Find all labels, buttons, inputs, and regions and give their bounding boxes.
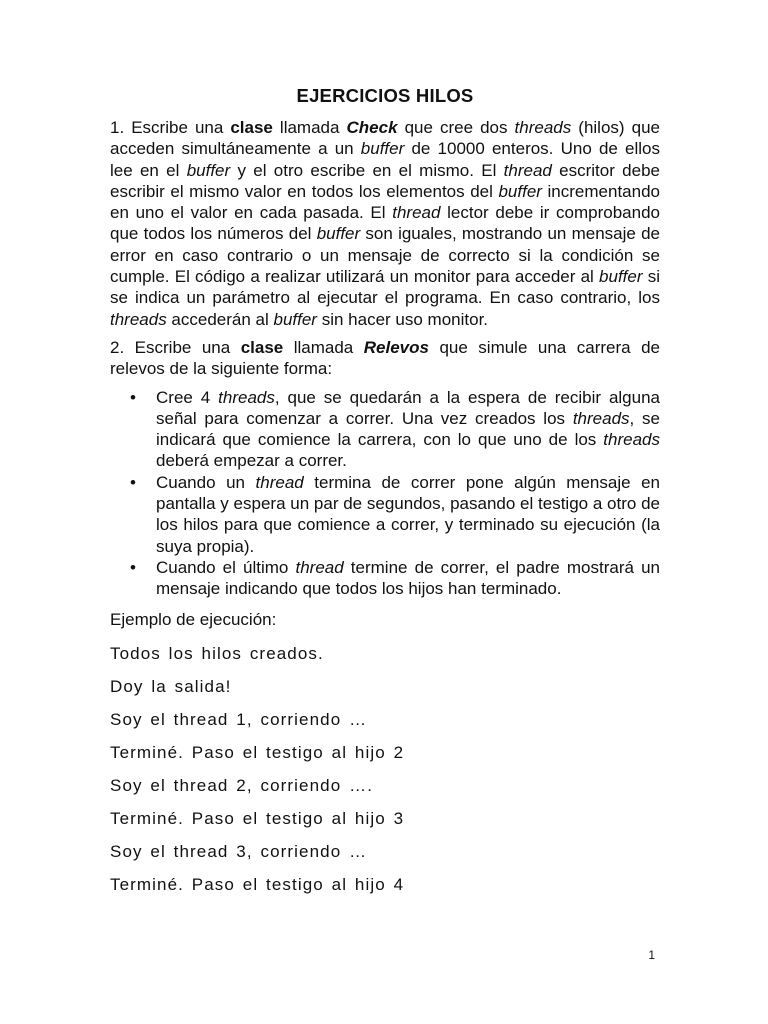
text-run: que cree dos [397, 118, 515, 137]
text-run-italic: buffer [498, 181, 542, 201]
text-run: si se indica un parámetro al ejecutar el programa. En caso contrario, los [110, 267, 661, 308]
text-run-bold: clase [240, 337, 284, 357]
text-run-italic: threads [110, 309, 167, 329]
text-run: deberá empezar a correr. [156, 451, 347, 471]
text-run-italic: thread [295, 557, 344, 577]
text-run-italic: buffer [316, 224, 361, 244]
text-run: escritor debe escribir el mismo valor en todos los elementos del [110, 160, 661, 201]
example-line: Soy el thread 2, corriendo …. [110, 775, 374, 795]
text-run: de 10000 enteros. Uno de ellos lee en el [110, 139, 660, 180]
example-line: Todos los hilos creados. [110, 643, 324, 663]
class-name-check: Check [346, 118, 398, 137]
text-run-italic: buffer [186, 160, 231, 180]
exercise-2-paragraph [110, 337, 660, 380]
document-page [110, 84, 660, 907]
exercise-1-paragraph [110, 117, 660, 330]
example-line: Soy el thread 1, corriendo … [110, 709, 368, 729]
class-name-relevos: Relevos [363, 337, 429, 357]
text-run-italic: buffer [360, 139, 405, 159]
text-run: 1. Escribe una [110, 118, 231, 137]
text-run: termina de correr pone algún mensaje en pantalla y espera un par de segundos, pasando el testigo a otro de los hilos para que comience a correr, y terminado su ejecución (la suya propia). [156, 472, 661, 556]
requirements-list [110, 387, 660, 600]
text-run: incrementando en uno el valor en cada pasada. El [110, 181, 660, 223]
example-line: Terminé. Paso el testigo al hijo 2 [110, 742, 405, 762]
list-item [156, 387, 660, 472]
list-item [156, 472, 660, 557]
text-run: llamada [283, 337, 364, 357]
text-run: y el otro escribe en el mismo. El [230, 160, 504, 180]
text-run-italic: threads [603, 430, 660, 450]
text-run-italic: buffer [599, 267, 643, 287]
text-run-italic: threads [572, 408, 630, 428]
document-title: EJERCICIOS HILOS [296, 85, 474, 106]
example-line: Soy el thread 3, corriendo … [110, 841, 368, 861]
text-run: Cuando un [156, 472, 256, 492]
example-line: Doy la salida! [110, 676, 232, 696]
text-run: termine de correr, el padre mostrará un mensaje indicando que todos los hijos han terminado. [156, 557, 660, 599]
example-line: Terminé. Paso el testigo al hijo 4 [110, 874, 405, 894]
text-run: son iguales, mostrando un mensaje de error en caso contrario o un mensaje de correcto si la condición se cumple. El código a realizar utilizará un monitor para acceder al [110, 224, 661, 287]
text-run-italic: threads [218, 387, 275, 407]
list-item [156, 557, 660, 600]
text-run: que simule una carrera de relevos de la siguiente forma: [110, 337, 660, 379]
text-run-italic: thread [255, 472, 304, 492]
text-run: (hilos) que acceden simultáneamente a un [110, 118, 660, 159]
text-run: Cuando el último [156, 557, 296, 577]
text-run: , se indicará que comience la carrera, con lo que uno de los [156, 408, 660, 450]
text-run: Cree 4 [156, 387, 219, 407]
text-run: accederán al [166, 309, 274, 329]
text-run: sin hacer uso monitor. [316, 309, 489, 329]
text-run-italic: thread [503, 160, 552, 180]
text-run: , que se quedarán a la espera de recibir alguna señal para comenzar a correr. Una vez creados los [156, 387, 660, 428]
text-run-italic: buffer [273, 309, 317, 329]
text-run: 2. Escribe una [110, 337, 241, 357]
text-run-italic: thread [392, 203, 441, 223]
example-heading: Ejemplo de ejecución: [110, 609, 277, 629]
text-run: llamada [272, 118, 347, 137]
text-run-bold: clase [230, 118, 273, 137]
text-run: lector debe ir comprobando que todos los números del [110, 203, 660, 244]
text-run-italic: threads [514, 118, 572, 137]
page-number: 1 [648, 948, 655, 962]
example-output [110, 643, 660, 907]
example-line: Terminé. Paso el testigo al hijo 3 [110, 808, 405, 828]
